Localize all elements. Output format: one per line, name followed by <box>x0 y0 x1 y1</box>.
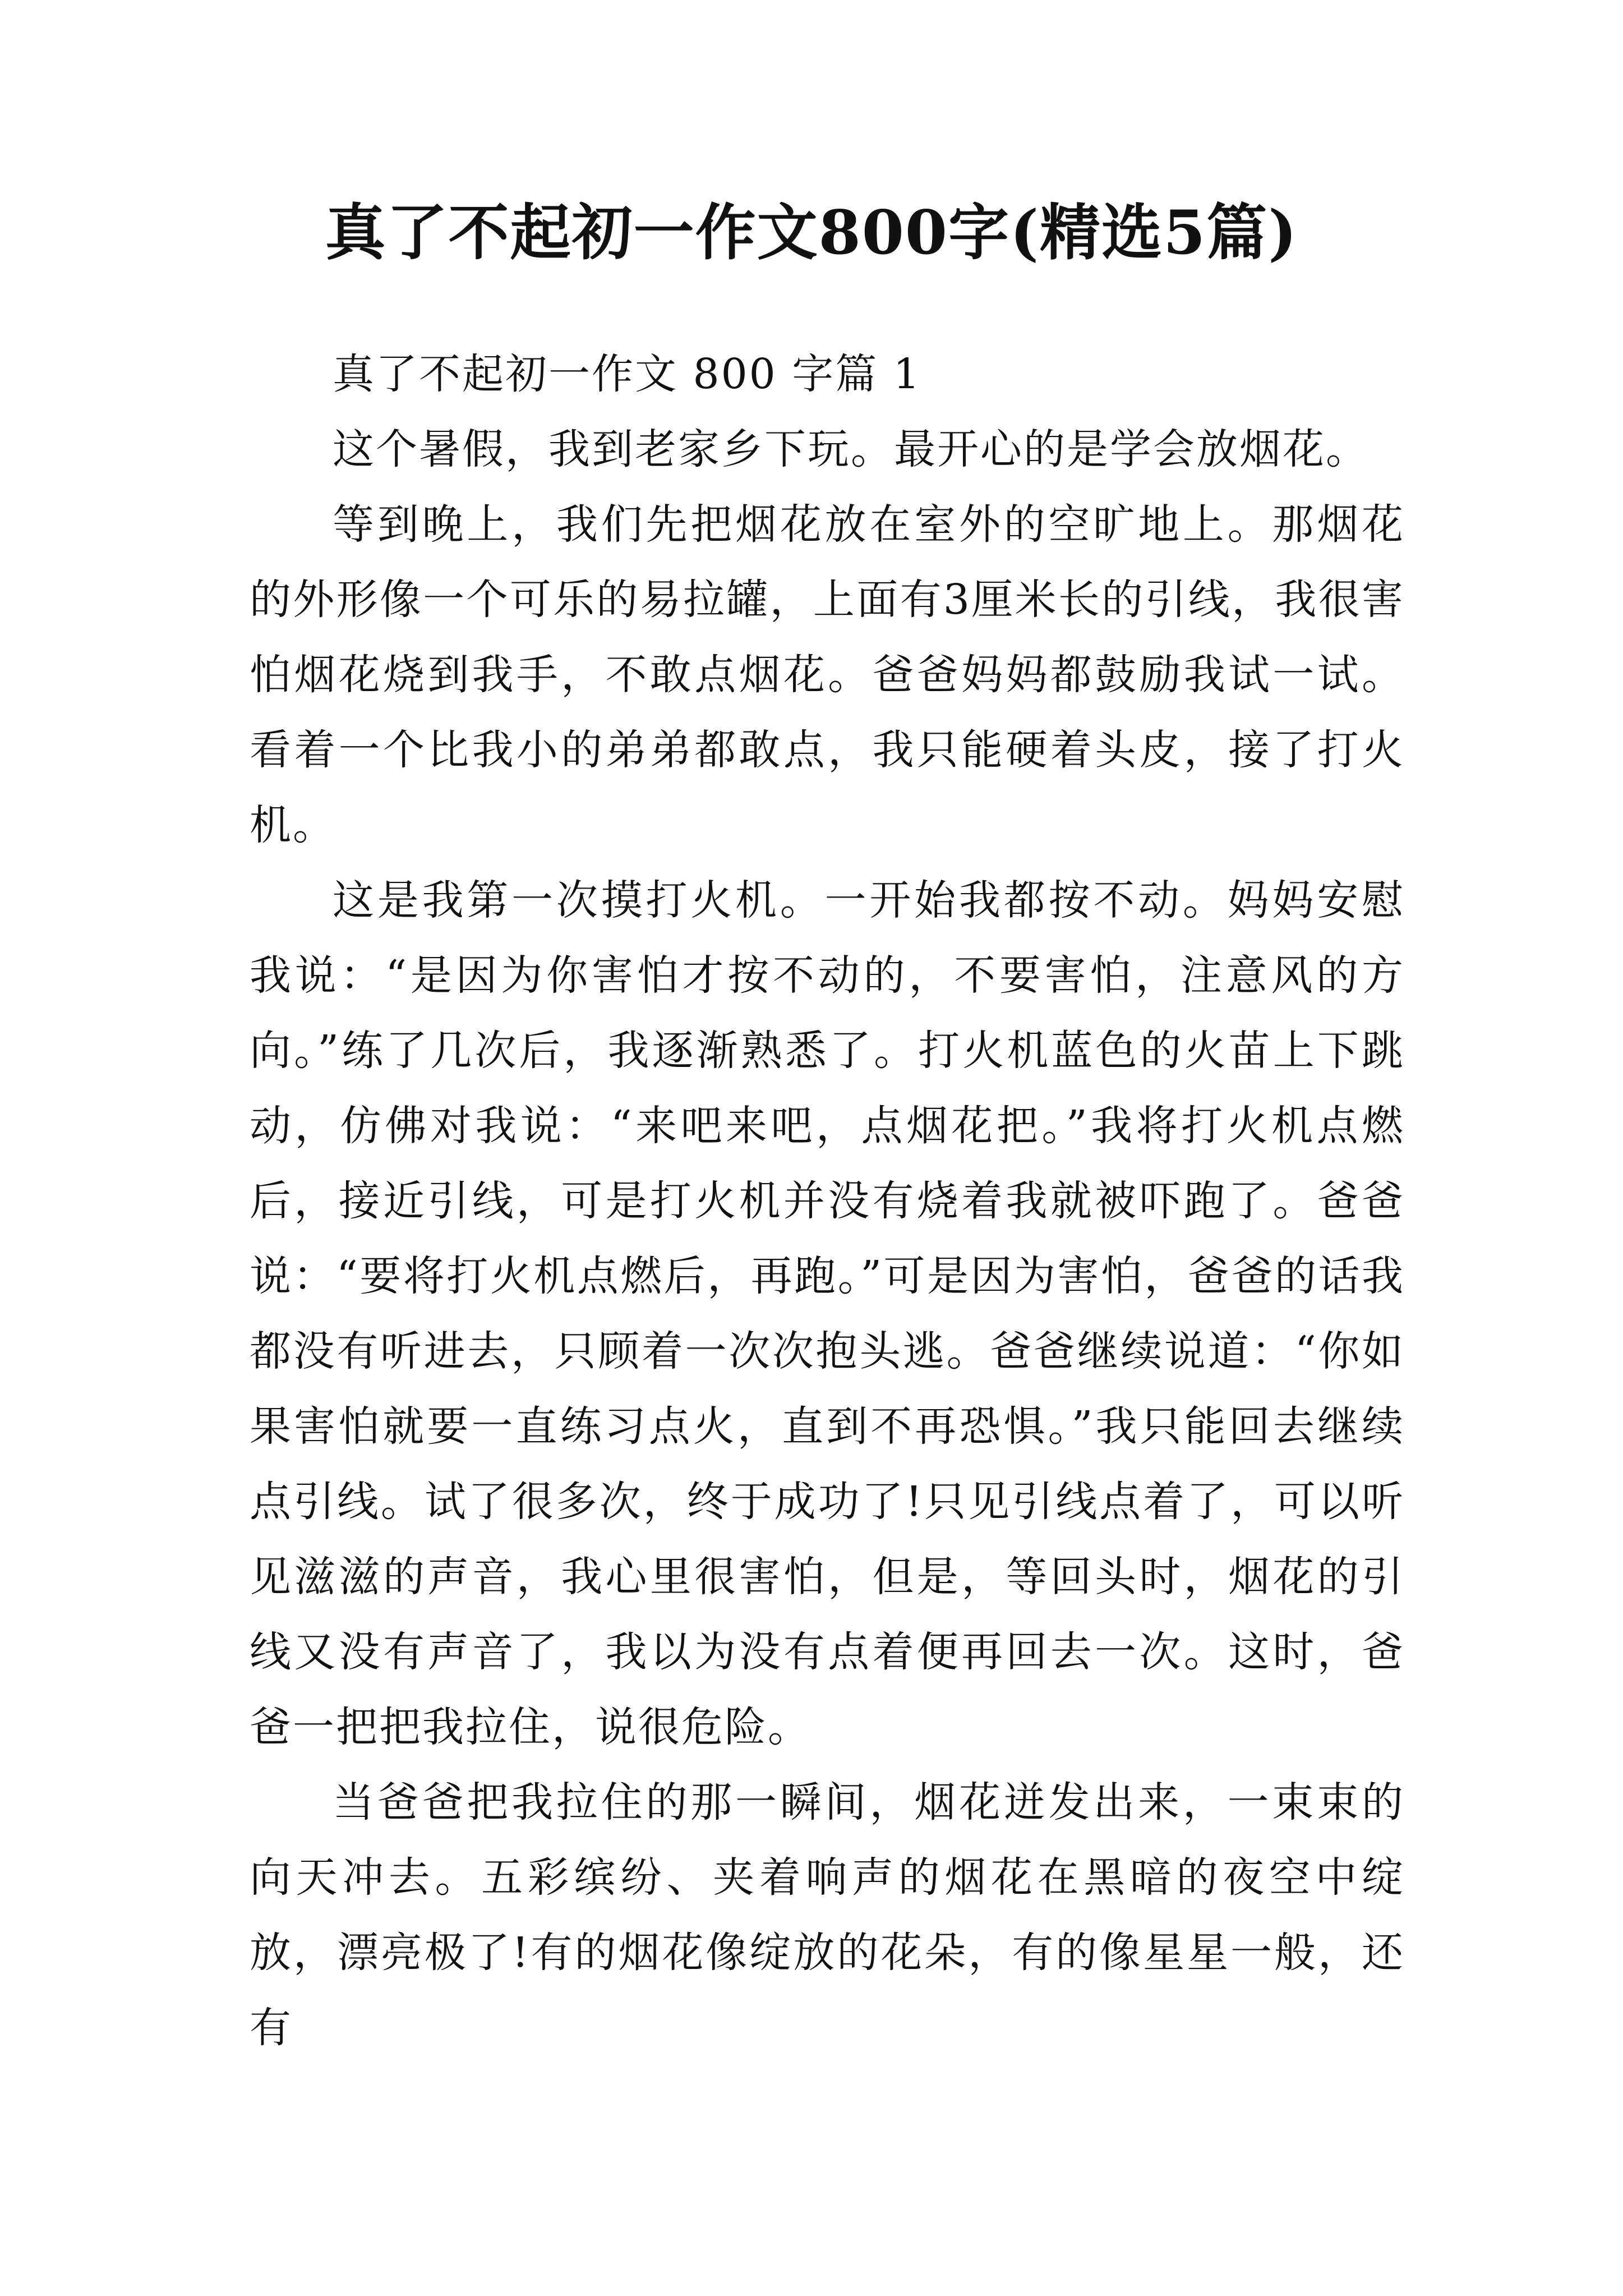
section-heading: 真了不起初一作文 800 字篇 1 <box>333 350 921 398</box>
paragraph: 这个暑假，我到老家乡下玩。最开心的是学会放烟花。 <box>333 425 1369 473</box>
paragraph: 这是我第一次摸打火机。一开始我都按不动。妈妈安慰我说：“是因为你害怕才按不动的，不要害怕，注意风的方向。”练了几次后，我逐渐熟悉了。打火机蓝色的火苗上下跳动，仿佛对我说：“来吧来吧，点烟花把。”我将打火机点燃后，接近引线，可是打火机并没有烧着我就被吓跑了。爸爸说：“要将打火机点燃后，再跑。”可是因为害怕，爸爸的话我都没有听进去，只顾着一次次抱头逃。爸爸继续说道：“你如果害怕就要一直练习点火，直到不再恐惧。”我只能回去继续点引线。试了很多次，终于成功了!只见引线点着了，可以听见滋滋的声音，我心里很害怕，但是，等回头时，烟花的引线又没有声音了，我以为没有点着便再回去一次。这时，爸爸一把把我拉住，说很危险。 <box>250 876 1405 1751</box>
document-title: 真了不起初一作文800字(精选5篇) <box>325 197 1298 268</box>
paragraph: 当爸爸把我拉住的那一瞬间，烟花迸发出来，一束束的向天冲去。五彩缤纷、夹着响声的烟花在黑暗的夜空中绽放，漂亮极了!有的烟花像绽放的花朵，有的像星星一般，还有 <box>250 1778 1405 2052</box>
document-body <box>250 337 1405 2065</box>
paragraph: 等到晚上，我们先把烟花放在室外的空旷地上。那烟花的外形像一个可乐的易拉罐，上面有3厘米长的引线，我很害怕烟花烧到我手，不敢点烟花。爸爸妈妈都鼓励我试一试。看着一个比我小的弟弟都敢点，我只能硬着头皮，接了打火机。 <box>250 500 1405 849</box>
